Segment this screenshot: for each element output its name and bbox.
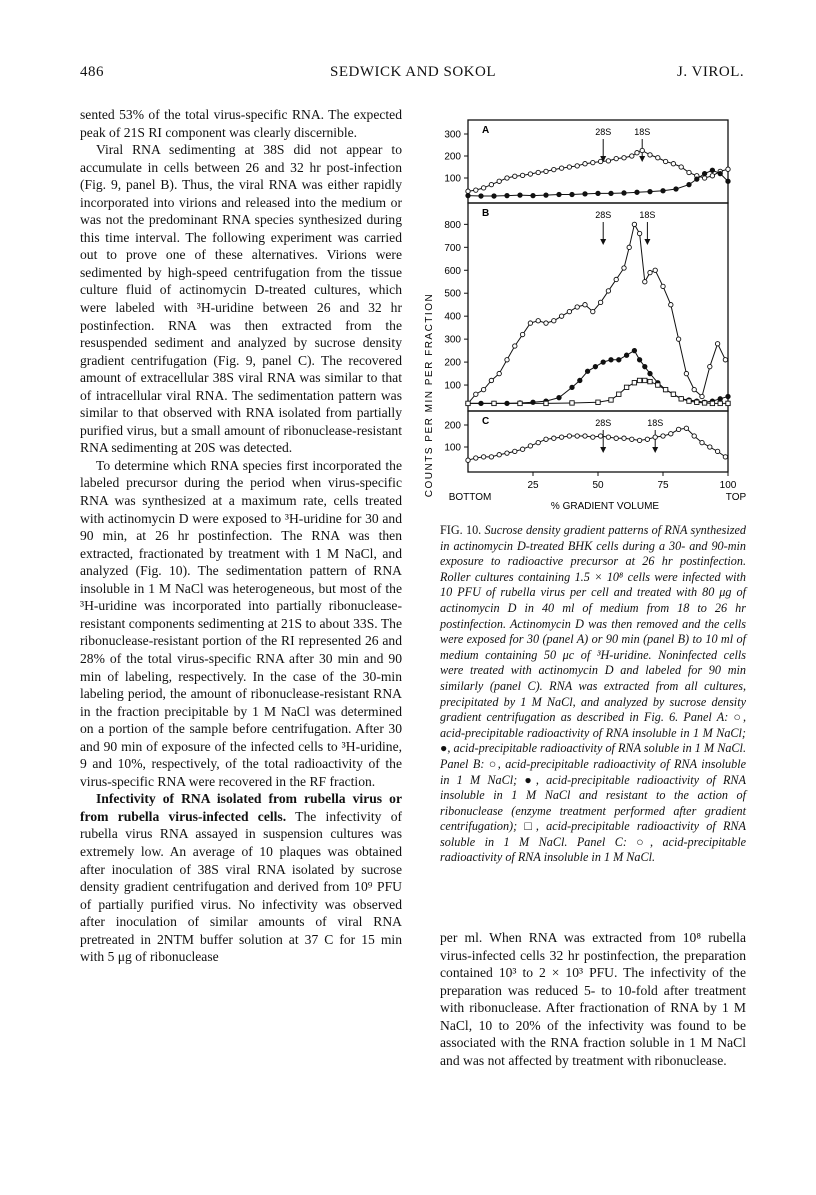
data-point <box>528 321 532 325</box>
sedimentation-marker-arrowhead <box>639 156 645 162</box>
section-paragraph <box>80 790 402 965</box>
data-point <box>489 182 493 186</box>
data-point <box>632 348 636 352</box>
sedimentation-marker-arrowhead <box>600 447 606 453</box>
data-point <box>630 437 634 441</box>
data-point <box>695 400 699 404</box>
data-point <box>528 444 532 448</box>
data-point <box>520 332 524 336</box>
data-point <box>601 360 605 364</box>
data-point <box>718 171 722 175</box>
data-point <box>718 401 722 405</box>
data-point <box>614 277 618 281</box>
data-point <box>598 300 602 304</box>
data-point <box>528 172 532 176</box>
running-head-journal: J. VIROL. <box>677 64 745 80</box>
data-point <box>505 176 509 180</box>
data-point <box>518 193 522 197</box>
data-point <box>466 189 470 193</box>
data-point <box>702 401 706 405</box>
figure-label: FIG. 10. <box>440 523 482 537</box>
data-point <box>679 165 683 169</box>
data-point <box>575 164 579 168</box>
data-point <box>630 154 634 158</box>
data-point <box>536 440 540 444</box>
data-point <box>627 245 631 249</box>
y-tick-label: 400 <box>444 311 461 323</box>
panel-label: A <box>482 125 490 136</box>
caption-text: Sucrose density gradient patterns of RNA synthesized in actinomycin D-treated BHK cells during a 30- and 90-min exposure to radioactive precursor at 26 hr postinfection. Roller cultures containing 1.5 × 10⁸ cells were infected with 10 PFU of rubella virus per cell and treated with 80 μg of actinomycin D in 40 ml of medium from 18 to 26 hr postinfection. Actinomycin D was then removed and the cells were exposed for 30 (panel A) or 90 min (panel B) to 10 ml of medium containing 50 μc of ³H-uridine. Noninfected cells were treated with actinomycin D and labeled for 90 min similarly (panel C). RNA was extracted from all cultures, precipitated by 1 M NaCl, and analyzed by sucrose density gradient centrifugation as described in Fig. 6. Panel A: ○, acid-precipitable radioactivity of RNA insoluble in 1 M NaCl; ●, acid-precipitable radioactivity of RNA soluble in 1 M NaCl. Panel B: ○, acid-precipitable radioactivity of RNA insoluble in 1 M NaCl; ●, acid-precipitable radioactivity of RNA insoluble in 1 M NaCl and resistant to the action of ribonuclease (enzyme treatment performed after gradient centrifugation); □, acid-precipitable radioactivity of RNA soluble in 1 M NaCl. Panel C: ○, acid-precipitable radioactivity of RNA insoluble in 1 M NaCl. <box>440 523 746 865</box>
data-point <box>609 398 613 402</box>
data-point <box>575 305 579 309</box>
sedimentation-marker-arrowhead <box>644 239 650 245</box>
data-point <box>708 364 712 368</box>
y-tick-label: 200 <box>444 151 461 163</box>
left-column <box>80 106 402 966</box>
data-point <box>570 401 574 405</box>
data-point <box>648 379 652 383</box>
paragraph: per ml. When RNA was extracted from 10⁸ rubella virus-infected cells 32 hr postinfection, the preparation contained 10³ to 2 × 10³ PFU. The infectivity of the preparation was reduced 5- to 10-fold after treatment with ribonuclease. After fractionation of RNA by 1 M NaCl, 10 to 20% of the infectivity was found to be associated with the RNA fraction soluble in 1 M NaCl and was not affected by treatment with ribonuclease. <box>440 930 746 1068</box>
y-tick-label: 100 <box>444 173 461 185</box>
figure-10-chart <box>400 115 770 510</box>
data-point <box>544 401 548 405</box>
data-point <box>661 189 665 193</box>
data-point <box>559 314 563 318</box>
data-point <box>653 268 657 272</box>
data-point <box>715 449 719 453</box>
data-point <box>637 378 641 382</box>
data-point <box>536 170 540 174</box>
page-number: 486 <box>80 64 104 80</box>
y-axis-label: COUNTS PER MIN PER FRACTION <box>424 292 435 498</box>
data-point <box>661 284 665 288</box>
data-point <box>635 151 639 155</box>
paragraph: To determine which RNA species first incorporated the labeled precursor during the period when virus-specific RNA was synthesized at a maximum rate, cells treated with actinomycin D were exposed to ³H-uridine for 30 and 90 min, at 26 hr postinfection. The RNA was then extracted, fractionated by treatment with 1 M NaCl, and analyzed (Fig. 10). The sedimentation pattern of RNA insoluble in 1 M NaCl was heterogeneous, but most of the ³H-uridine was incorporated into partially ribonuclease-resistant components sedimenting at 21S to about 33S. The ribonuclease-resistant portion of the RI represented 26 and 28% of the total virus-specific RNA after 30 min and 90 min of labeling, respectively. In the case of the 30-min labeling period, the amount of ribonuclease-resistant RNA in the fraction precipitable by 1 M NaCl was determined on a portion of the sample before centrifugation. After 30 and 90 min of exposure of the infected cells to ³H-uridine, 9 and 10%, respectively, of the total radioactivity of the virus-specific RNA were recovered in the RF fraction. <box>80 457 402 789</box>
data-point <box>723 358 727 362</box>
figure-caption <box>440 523 746 866</box>
x-axis-label: % GRADIENT VOLUME <box>550 501 660 510</box>
data-point <box>648 371 652 375</box>
data-point <box>481 387 485 391</box>
data-point <box>505 358 509 362</box>
paragraph-text: The infectivity of rubella virus RNA assayed in suspension cultures was extremely low. An average of 10 plaques was obtained after inoculation of 38S viral RNA isolated by sucrose density gradient centrifugation and derived from 10⁹ PFU of partially purified virus. No infectivity was observed after inoculation of similar amounts of viral RNA pretreated in 2NTM buffer solution at 37 C for 15 min with 5 μg of ribonuclease <box>80 808 403 965</box>
data-point <box>684 426 688 430</box>
data-point <box>674 187 678 191</box>
data-point <box>645 437 649 441</box>
y-tick-label: 300 <box>444 129 461 141</box>
data-point <box>575 434 579 438</box>
data-point <box>570 192 574 196</box>
sedimentation-marker-label: 18S <box>634 127 651 137</box>
data-point <box>578 378 582 382</box>
data-point <box>656 383 660 387</box>
data-point <box>726 394 730 398</box>
data-point <box>544 321 548 325</box>
data-point <box>559 435 563 439</box>
y-tick-label: 100 <box>444 442 461 454</box>
data-point <box>559 166 563 170</box>
data-point <box>700 440 704 444</box>
data-point <box>497 371 501 375</box>
sedimentation-marker-label: 18S <box>647 418 664 428</box>
x-tick-label: 75 <box>657 480 669 491</box>
data-point <box>520 173 524 177</box>
data-point <box>669 432 673 436</box>
sedimentation-marker-label: 18S <box>639 210 656 220</box>
data-point <box>492 194 496 198</box>
data-point <box>635 190 639 194</box>
data-point <box>505 193 509 197</box>
data-point <box>632 381 636 385</box>
data-point <box>617 358 621 362</box>
data-point <box>567 165 571 169</box>
data-point <box>591 435 595 439</box>
data-point <box>544 437 548 441</box>
paragraph: Viral RNA sedimenting at 38S did not appear to accumulate in cells between 26 and 32 hr post-infection (Fig. 9, panel B). Thus, the viral RNA was either rapidly incorporated into virions and released into the medium or was not the predominant RNA species synthesized during this time interval. The following experiment was carried out to prove one of these alternatives. Virions were sedimented by high-speed centrifugation from the tissue culture fluid of actinomycin D-treated cultures, which were labeled with ³H-uridine between 26 and 32 hr postinfection. RNA was then extracted from the resuspended sediment and analyzed by sucrose density gradient centrifugation (Fig. 9, panel C). The recovered amount of extracellular 38S viral RNA was similar to that of intracellular viral RNA. The sedimentation pattern was similar to that observed with RNA isolated from partially purified virus, but a small amount of ribonuclease-resistant RNA sedimenting at 20S was detected. <box>80 142 402 456</box>
data-point <box>552 436 556 440</box>
y-tick-label: 100 <box>444 380 461 392</box>
data-point <box>583 434 587 438</box>
data-point <box>726 167 730 171</box>
data-point <box>557 192 561 196</box>
data-point <box>585 369 589 373</box>
data-point <box>614 436 618 440</box>
data-point <box>643 364 647 368</box>
data-point <box>598 434 602 438</box>
data-point <box>591 309 595 313</box>
data-point <box>593 364 597 368</box>
data-point <box>497 179 501 183</box>
data-point <box>663 387 667 391</box>
data-point <box>497 453 501 457</box>
data-point <box>702 171 706 175</box>
sedimentation-marker-arrowhead <box>652 447 658 453</box>
data-point <box>596 191 600 195</box>
data-point <box>692 434 696 438</box>
x-end-label-bottom: BOTTOM <box>448 492 492 503</box>
data-point <box>606 159 610 163</box>
data-point <box>702 176 706 180</box>
data-point <box>474 456 478 460</box>
data-point <box>570 385 574 389</box>
data-point <box>622 156 626 160</box>
y-tick-label: 500 <box>444 288 461 300</box>
y-tick-label: 600 <box>444 265 461 277</box>
data-point <box>684 371 688 375</box>
data-point <box>648 153 652 157</box>
data-point <box>513 174 517 178</box>
data-point <box>466 458 470 462</box>
sedimentation-marker-label: 28S <box>595 127 612 137</box>
data-point <box>622 436 626 440</box>
data-point <box>723 455 727 459</box>
data-point <box>671 392 675 396</box>
data-point <box>466 193 470 197</box>
data-point <box>718 397 722 401</box>
data-point <box>656 156 660 160</box>
data-point <box>669 303 673 307</box>
data-point <box>466 401 470 405</box>
data-point <box>679 397 683 401</box>
sedimentation-marker-label: 28S <box>595 210 612 220</box>
data-point <box>567 309 571 313</box>
data-point <box>710 168 714 172</box>
data-point <box>726 401 730 405</box>
data-point <box>598 159 602 163</box>
data-point <box>708 445 712 449</box>
data-point <box>544 193 548 197</box>
data-point <box>692 387 696 391</box>
data-point <box>671 162 675 166</box>
x-tick-label: 25 <box>527 480 539 491</box>
data-point <box>624 353 628 357</box>
y-tick-label: 800 <box>444 219 461 231</box>
data-point <box>653 435 657 439</box>
panel-label: C <box>482 416 490 427</box>
data-point <box>583 192 587 196</box>
data-point <box>536 319 540 323</box>
data-point <box>492 401 496 405</box>
data-point <box>710 401 714 405</box>
data-point <box>513 449 517 453</box>
data-point <box>637 358 641 362</box>
data-point <box>687 182 691 186</box>
series-line <box>468 224 725 403</box>
data-point <box>606 289 610 293</box>
section-heading: Infectivity of RNA isolated from rubella virus or from rubella virus-infected cells. <box>80 791 402 824</box>
data-point <box>552 167 556 171</box>
data-point <box>632 222 636 226</box>
data-point <box>624 385 628 389</box>
data-point <box>710 174 714 178</box>
data-point <box>544 169 548 173</box>
y-tick-label: 200 <box>444 357 461 369</box>
panel-label: B <box>482 208 490 219</box>
data-point <box>557 395 561 399</box>
data-point <box>661 434 665 438</box>
data-point <box>609 191 613 195</box>
data-point <box>695 177 699 181</box>
data-point <box>596 400 600 404</box>
sedimentation-marker-arrowhead <box>600 239 606 245</box>
data-point <box>606 435 610 439</box>
data-point <box>637 231 641 235</box>
data-point <box>481 455 485 459</box>
data-point <box>648 270 652 274</box>
data-point <box>622 191 626 195</box>
data-point <box>474 392 478 396</box>
data-point <box>609 358 613 362</box>
data-point <box>520 447 524 451</box>
data-point <box>687 399 691 403</box>
y-tick-label: 700 <box>444 242 461 254</box>
data-point <box>643 280 647 284</box>
paragraph: sented 53% of the total virus-specific RNA. The expected peak of 21S RI component was clearly discernible. <box>80 107 402 140</box>
data-point <box>583 303 587 307</box>
data-point <box>583 162 587 166</box>
data-point <box>505 451 509 455</box>
data-point <box>489 455 493 459</box>
data-point <box>614 156 618 160</box>
data-point <box>715 342 719 346</box>
data-point <box>663 159 667 163</box>
x-tick-label: 100 <box>719 480 737 491</box>
data-point <box>676 337 680 341</box>
data-point <box>513 344 517 348</box>
data-point <box>567 434 571 438</box>
data-point <box>617 392 621 396</box>
data-point <box>591 160 595 164</box>
data-point <box>622 266 626 270</box>
y-tick-label: 300 <box>444 334 461 346</box>
data-point <box>700 394 704 398</box>
running-head-authors: SEDWICK AND SOKOL <box>330 64 496 80</box>
data-point <box>552 319 556 323</box>
data-point <box>479 194 483 198</box>
right-column-text <box>440 929 746 1069</box>
sedimentation-marker-label: 28S <box>595 418 612 428</box>
data-point <box>643 378 647 382</box>
data-point <box>481 186 485 190</box>
data-point <box>648 189 652 193</box>
x-tick-label: 50 <box>592 480 604 491</box>
data-point <box>687 170 691 174</box>
y-tick-label: 200 <box>444 420 461 432</box>
x-end-label-top: TOP <box>725 492 747 503</box>
data-point <box>637 438 641 442</box>
data-point <box>640 148 644 152</box>
data-point <box>676 427 680 431</box>
data-point <box>489 378 493 382</box>
data-point <box>518 401 522 405</box>
data-point <box>474 188 478 192</box>
data-point <box>531 193 535 197</box>
data-point <box>726 179 730 183</box>
